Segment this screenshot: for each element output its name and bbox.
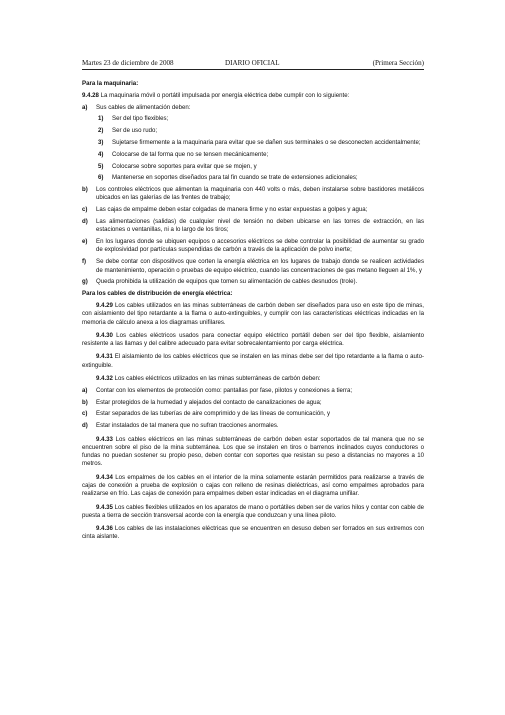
- list-marker: 1): [98, 115, 104, 123]
- list-marker: b): [82, 398, 88, 406]
- paragraph-9-4-35: [82, 504, 424, 521]
- list-item-b: [82, 186, 424, 203]
- list-item-text: Queda prohibida la utilización de equipos que tomen su alimentación de cables desnudos (trole).: [96, 278, 358, 286]
- list-marker: a): [82, 103, 88, 111]
- list-marker: 6): [98, 174, 104, 182]
- list-item-f: [82, 258, 424, 275]
- list-marker: g): [82, 278, 88, 286]
- header-date: Martes 23 de diciembre de 2008: [82, 59, 174, 67]
- paragraph-number: 9.4.36: [96, 525, 113, 533]
- header-rule: [82, 69, 424, 70]
- paragraph-text: Los cables eléctricos usados para conectar equipo eléctrico portátil deben ser del tipo flexible, aislamiento resistente a las llamas y del calibre adecuado para evitar sobrecalentamiento por carga eléctrica.: [82, 331, 424, 348]
- list-item-text: Mantenerse en soportes diseñados para tal fin cuando se trate de extensiones adicionales;: [112, 174, 358, 182]
- paragraph-number: 9.4.33: [96, 435, 113, 443]
- list-item-text: En los lugares donde se ubiquen equipos o accesorios eléctricos se debe controlar la posibilidad de aumentar su grado de explosividad por partículas suspendidas de carbón a través de la aplicación de polvo inerte;: [96, 238, 424, 254]
- paragraph-text: El aislamiento de los cables eléctricos que se instalen en las minas debe ser del tipo retardante a la flama o auto-extinguible.: [82, 353, 424, 369]
- sub-item-6: [82, 174, 424, 182]
- list-item-text: Las cajas de empalme deben estar colgadas de manera firme y no estar expuestas a golpes y agua;: [96, 206, 368, 214]
- paragraph-number: 9.4.30: [96, 331, 113, 339]
- document-body: [82, 80, 424, 542]
- list-marker: c): [82, 410, 88, 418]
- sub-item-4: [82, 151, 424, 159]
- list-marker: c): [82, 206, 88, 214]
- list-marker: 5): [98, 162, 104, 170]
- list-marker: 2): [98, 127, 104, 135]
- sub-item-5: [82, 163, 424, 171]
- paragraph-text: Los cables de las instalaciones eléctricas que se encuentren en desuso deben ser forrados en sus extremos con cinta aislante.: [82, 525, 424, 541]
- list-item-text: Colocarse de tal forma que no se tensen mecánicamente;: [112, 150, 269, 158]
- list-marker: b): [82, 186, 88, 194]
- list-marker: d): [82, 422, 88, 430]
- list-item-text: Estar separados de las tuberías de aire comprimido y de las líneas de comunicación, y: [96, 410, 331, 418]
- paragraph-text: Los empalmes de los cables en el interior de la mina solamente estarán permitidos para realizarse a través de cajas de conexión a prueba de explosión o cajas con relleno de resinas dieléctricas, así como empalmes aprobados para realizarse en frío. Las cajas de conexión para empalmes deben estar indicadas en el diagrama unifilar.: [82, 473, 424, 498]
- paragraph-text: Los cables eléctricos en las minas subterráneas de carbón deben estar soportados de tal manera que no se encuentren sobre el piso de la mina subterránea. Los que se instalen en tiros o barrenos inclinados cuyos conductores o fundas no puedan sostener su propio peso, deben contar con soportes que resistan su peso a distancias no mayores a 10 metros.: [82, 435, 424, 468]
- list-item-c: [82, 206, 424, 214]
- section-heading-machinery: Para la maquinaria:: [82, 80, 139, 87]
- list-item-text: Las alimentaciones (salidas) de cualquier nivel de tensión no deben ubicarse en las torres de extracción, en las estaciones o ventanillas, ni a lo largo de los tiros;: [96, 218, 424, 234]
- list-item-text: Sujetarse firmemente a la maquinaria para evitar que se dañen sus terminales o se desconecten accidentalmente;: [112, 138, 421, 146]
- list-item-text: Se debe contar con dispositivos que corten la energía eléctrica en los lugares de trabajo donde se realicen actividades de mantenimiento, operación o pruebas de equipo eléctrico, cuando las concentraciones de gas metano lleguen al 1%, y: [96, 258, 424, 274]
- paragraph-number: 9.4.31: [96, 353, 113, 361]
- paragraph-9-4-33: [82, 436, 424, 469]
- paragraph-9-4-34: [82, 474, 424, 499]
- list-marker: d): [82, 218, 88, 226]
- list-marker: 4): [98, 150, 104, 158]
- paragraph-text: Los cables utilizados en las minas subterráneas de carbón deben ser diseñados para uso en este tipo de minas, con aislamiento del tipo retardante a la flama o auto-extinguibles, y cumplir con las características eléctricas indicadas en la memoria de cálculo anexa a los diagramas unifilares.: [82, 301, 424, 326]
- paragraph-number: 9.4.29: [96, 301, 113, 309]
- paragraph-9-4-31: [82, 353, 424, 370]
- paragraph-9-4-36: [82, 525, 424, 542]
- cable-item-d: [82, 422, 424, 430]
- paragraph-9-4-29: [82, 302, 424, 327]
- list-item-g: [82, 278, 424, 286]
- list-item-text: Ser de uso rudo;: [112, 127, 158, 135]
- list-item-text: Ser del tipo flexibles;: [112, 115, 169, 123]
- cable-item-c: [82, 410, 424, 418]
- list-item-text: Los controles eléctricos que alimentan la maquinaria con 440 volts o más, deben instalarse sobre bastidores metálicos ubicados en las galerías de las frentes de trabajo;: [96, 186, 424, 202]
- section-heading-distribution: Para los cables de distribución de energía eléctrica:: [82, 290, 233, 298]
- sub-item-2: [82, 127, 424, 135]
- list-marker: 3): [98, 138, 104, 146]
- paragraph-9-4-28: [82, 92, 424, 100]
- paragraph-number: 9.4.34: [96, 473, 113, 481]
- paragraph-9-4-30: [82, 332, 424, 349]
- list-item-text: Contar con los elementos de protección como: pantallas por fase, pilotos y conexiones a tierra;: [96, 386, 353, 394]
- header-section: (Primera Sección): [372, 59, 424, 67]
- list-item-text: Sus cables de alimentación deben:: [96, 103, 191, 111]
- paragraph-number: 9.4.35: [96, 503, 113, 511]
- list-item-e: [82, 238, 424, 255]
- cable-item-a: [82, 387, 424, 395]
- list-item-text: Estar protegidos de la humedad y alejados del contacto de canalizaciones de agua;: [96, 398, 322, 406]
- header-publication: DIARIO OFICIAL: [225, 59, 280, 67]
- cable-item-b: [82, 399, 424, 407]
- paragraph-9-4-32: [82, 375, 424, 383]
- list-item-text: Estar instalados de tal manera que no sufran tracciones anormales.: [96, 422, 279, 430]
- sub-item-1: [82, 115, 424, 123]
- paragraph-text: Los cables flexibles utilizados en los aparatos de mano o portátiles deben ser de varios hilos y contar con cable de puesta a tierra de sección transversal acorde con la energía que conduzcan y una línea piloto.: [82, 503, 424, 519]
- paragraph-number: 9.4.28: [82, 91, 99, 99]
- sub-item-3: [82, 139, 424, 147]
- list-marker: e): [82, 238, 88, 246]
- list-item-a: [82, 104, 424, 112]
- list-marker: f): [82, 258, 87, 266]
- list-item-text: Colocarse sobre soportes para evitar que se mojen, y: [112, 162, 257, 170]
- paragraph-text: La maquinaria móvil o portátil impulsada por energía eléctrica debe cumplir con lo siguiente:: [98, 91, 350, 99]
- paragraph-text: Los cables eléctricos utilizados en las minas subterráneas de carbón deben:: [112, 375, 321, 383]
- paragraph-number: 9.4.32: [96, 375, 113, 383]
- list-marker: a): [82, 386, 88, 394]
- list-item-d: [82, 218, 424, 235]
